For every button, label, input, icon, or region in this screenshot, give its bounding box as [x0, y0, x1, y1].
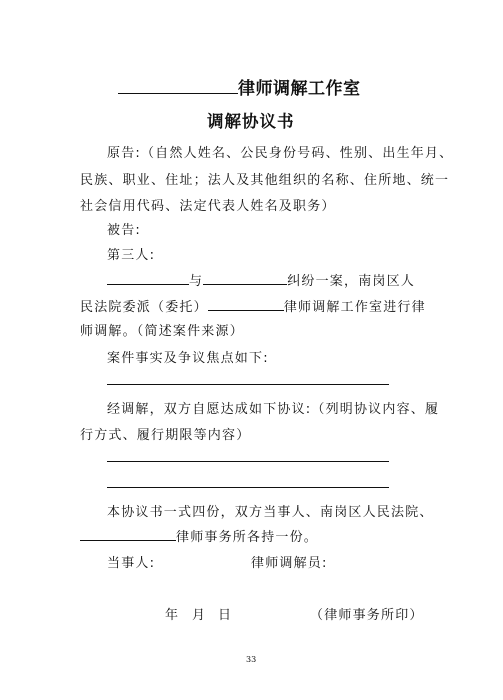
case-source-line-2-tail: 律师调解工作室进行律 [283, 300, 426, 315]
party-a-blank [107, 272, 189, 285]
org-suffix: 律师调解工作室 [238, 79, 361, 99]
facts-label: 案件事实及争议焦点如下: [107, 351, 269, 366]
plaintiff-line-1: 原告:（自然人姓名、公民身份号码、性别、出生年月、 [107, 146, 454, 161]
case-source-line-1 [107, 272, 415, 290]
case-source-line-3: 师调解。（简述案件来源） [80, 324, 244, 339]
party-b-blank [203, 272, 287, 285]
agreement-line-1: 经调解，双方自愿达成如下协议:（列明协议内容、履 [107, 402, 440, 417]
page-number: 33 [246, 655, 257, 664]
case-source-line-2-head: 民法院委派（委托） [80, 300, 208, 315]
law-firm-blank [208, 298, 284, 311]
org-name-blank [118, 77, 238, 94]
third-party-label: 第三人: [107, 248, 156, 263]
date-day-label: 日 [218, 608, 233, 623]
date-month-label: 月 [192, 608, 207, 623]
copies-line-1: 本协议书一式四份，双方当事人、南岗区人民法院、 [107, 505, 434, 520]
agreement-blank-line-1 [107, 461, 389, 462]
copies-line-2-tail: 律师事务所各持一份。 [176, 530, 319, 545]
law-firm-seal-label: （律师事务所印） [310, 608, 424, 623]
document-title: 调解协议书 [207, 112, 295, 131]
case-source-and: 与 [189, 274, 204, 289]
copies-line-2 [80, 528, 318, 546]
date-year-label: 年 [165, 608, 180, 623]
mediator-signature-label: 律师调解员: [251, 556, 328, 571]
agreement-blank-line-2 [107, 487, 389, 488]
case-source-line-2 [80, 298, 426, 316]
parties-signature-label: 当事人: [107, 556, 156, 571]
plaintiff-line-2: 民族、职业、住址；法人及其他组织的名称、住所地、统一 [80, 173, 450, 188]
law-firm-name-blank [80, 528, 176, 541]
plaintiff-line-3: 社会信用代码、法定代表人姓名及职务） [80, 199, 336, 214]
agreement-line-2: 行方式、履行期限等内容） [80, 428, 251, 443]
facts-blank-line [107, 384, 389, 385]
defendant-label: 被告: [107, 223, 141, 238]
document-heading [118, 74, 361, 99]
case-source-line-1-tail: 纠纷一案，南岗区人 [287, 274, 416, 289]
